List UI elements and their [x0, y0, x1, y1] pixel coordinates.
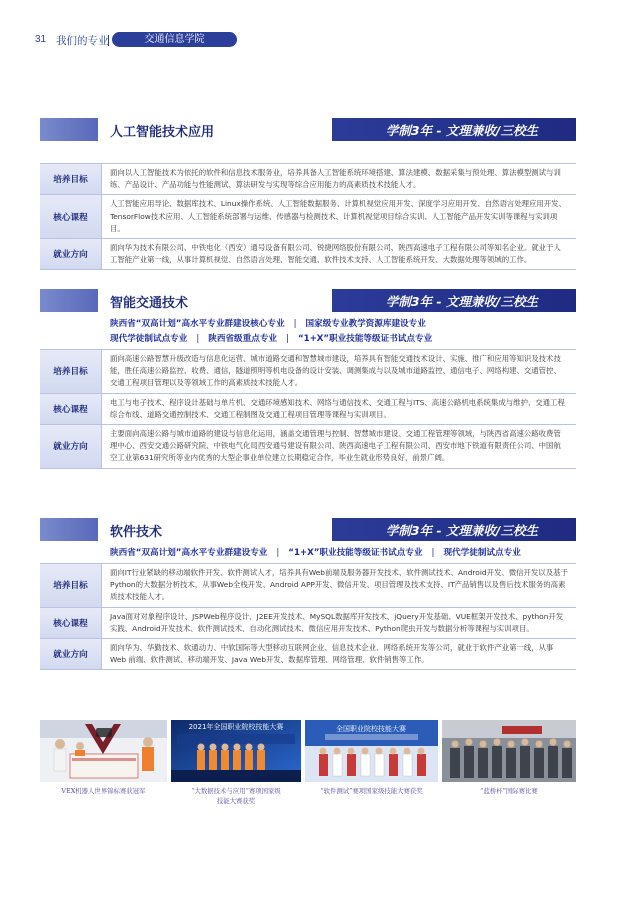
major-tag: 学制3年 - 文理兼收/三校生: [385, 294, 538, 309]
award-photo-bigdata: [171, 720, 301, 782]
row-text: 面向华为技术有限公司、中铁电化（西安）通号设备有限公司、锐捷网络股份有限公司、陕西高速电子工程有限公司等知名企业。就业于人工智能产业第一线，从事计算机视觉、自然语言处理、智能交通、软件技术支持、人工智能系统开发、大数据处理等领域的工作。: [110, 243, 561, 265]
major-table: [40, 349, 576, 469]
award-photo-lanqiao: [442, 720, 576, 782]
major-title: 软件技术: [110, 525, 163, 540]
photo-image: [171, 720, 301, 782]
major-title: 人工智能技术应用: [110, 125, 215, 140]
row-text: 人工智能应用导论、数据库技术、Linux操作系统、人工智能数据服务、计算机视觉应用开发、深度学习应用开发、自然语言处理应用开发、TensorFlow技术应用、人工智能系统部署与运维、传感器与检测技术、计算机视觉项目综合实训、人工智能产品开发实训等课程与实训项目。: [110, 199, 566, 233]
honor-badge: 现代学徒制试点专业: [443, 548, 521, 558]
major-tag: 学制3年 - 文理兼收/三校生: [385, 523, 538, 538]
row-text: 电工与电子技术、程序设计基础与单片机、交通环境感知技术、网络与通信技术、交通工程与ITS、高速公路机电系统集成与维护、交通工程综合布线、道路交通控制技术、交通工程制图及交通工程项目管理等课程与实训项目。: [110, 397, 565, 419]
award-photos: [40, 720, 576, 805]
photo-caption: “大数据技术与应用”赛项国家级 技能大赛获奖: [191, 787, 281, 805]
award-photo-testing: [305, 720, 438, 782]
honor-badge: “1+X”职业技能等级证书试点专业: [288, 548, 423, 558]
row-text: 面向华为、华勤技术、软通动力、中软国际等大型移动互联网企业、信息技术企业、网络系统开发等公司，就业于软件产业第一线，从事Web 前端、软件测试、移动端开发、Java Web开发、数据库管理、网络管理、软件销售等工作。: [110, 643, 554, 665]
major-header: [40, 289, 576, 312]
honor-badge: 现代学徒制试点专业: [110, 334, 188, 344]
major-table: [40, 163, 576, 270]
row-label: 就业方向: [40, 239, 102, 269]
row-text: 面向IT行业紧缺的移动端软件开发、软件测试人才，培养具有Web前端及服务器开发技术、软件测试技术、Android开发、微信开发以及基于 Python的大数据分析技术，从事Web全栈开发、Android APP开发、微信开发、项目管理及技术支持、IT产品销售以及售后技术服务的高素质技术技能人才。: [110, 568, 568, 602]
photo-banner: 全国职业院校技能大赛: [336, 725, 406, 733]
honor-badge: 陕西省“双高计划”高水平专业群建设核心专业: [110, 319, 285, 329]
page-number: 31: [35, 34, 47, 45]
row-text: 面向高速公路智慧升级改造与信息化运营、城市道路交通和智慧城市建设，培养具有智能交通技术设计、实施、推广和应用等知识及技术技能，胜任高速公路监控、收费、通信，隧道照明等机电设备的设计安装、调测集成与以及城市道路监控、通信电子、网络构建、交通管控、交通工程项目管理以及等领域工作的高素质技术技能人才。: [110, 354, 561, 388]
row-label: 培养目标: [40, 164, 102, 194]
row-text: Java面对对象程序设计、JSPWeb程序设计、J2EE开发技术、MySQL数据库开发技术、jQuery开发基础、VUE框架开发技术、python开发实践、Android开发技术、软件测试技术、自动化测试技术、微信应用开发技术、Python爬虫开发与数据分析等课程与实训项目。: [110, 611, 564, 633]
college-pill: 交通信息学院: [112, 32, 237, 47]
photo-image: [305, 720, 438, 782]
row-label: 就业方向: [40, 639, 102, 669]
table-row: [40, 195, 576, 239]
photo-image: [40, 720, 167, 782]
photo-image: [442, 720, 576, 782]
award-photo-vex: [40, 720, 167, 782]
header-divider: [108, 35, 109, 46]
photo-caption: “软件测试”赛项国家级技能大赛获奖: [320, 787, 423, 795]
major-header: [40, 118, 576, 141]
badge-line: 陕西省“双高计划”高水平专业群建设核心专业 | 国家级专业教学资源库建设专业: [110, 319, 426, 329]
row-label: 核心课程: [40, 608, 102, 638]
major-tag: 学制3年 - 文理兼收/三校生: [385, 123, 538, 138]
photo-banner: 2021年全国职业院校技能大赛: [188, 723, 284, 731]
photo-caption: VEX机器人世界锦标赛获冠军: [61, 787, 146, 795]
row-label: 核心课程: [40, 195, 102, 238]
table-row: [40, 639, 576, 670]
row-label: 核心课程: [40, 394, 102, 424]
major-section-its: [40, 289, 576, 469]
table-row: [40, 394, 576, 425]
table-row: [40, 163, 576, 195]
honor-badge: 陕西省级重点专业: [208, 334, 278, 344]
row-text: 面向以人工智能技术为依托的软件和信息技术服务业，培养具备人工智能系统环境搭建、算法建模、数据采集与预处理、算法模型测试与训练、产品设计、产品功能与性能测试、算法研发与实现等综合应用能力的高素质技术技能人才。: [110, 168, 561, 190]
badge-line: 现代学徒制试点专业 | 陕西省级重点专业 | “1+X”职业技能等级证书试点专业: [110, 334, 433, 344]
row-label: 就业方向: [40, 425, 102, 468]
page-header: [0, 32, 640, 50]
honor-badges: [40, 312, 576, 349]
honor-badge: 国家级专业教学资源库建设专业: [305, 319, 426, 329]
table-row: [40, 608, 576, 639]
row-label: 培养目标: [40, 564, 102, 607]
table-row: [40, 563, 576, 608]
honor-badge: “1+X”职业技能等级证书试点专业: [297, 334, 433, 344]
major-title: 智能交通技术: [110, 296, 189, 311]
row-text: 主要面向高速公路与城市道路的建设与信息化运用，涵盖交通管理与控制、智慧城市建设、交通工程管理等领域，与陕西省高速公路收费管理中心、西安交通公路研究院、中铁电气化局西安通号建设有限公司、陕西高速电子工程有限公司、西安市地下铁道有限责任公司、中国航空工业第631研究所等业内优秀的大型企事业单位建立长期稳定合作，毕业生就业形势良好，前景广阔。: [110, 429, 561, 463]
table-row: [40, 239, 576, 270]
row-label: 培养目标: [40, 350, 102, 393]
major-section-software: [40, 518, 576, 670]
table-row: [40, 349, 576, 394]
honor-badges: [40, 541, 576, 563]
major-header: [40, 518, 576, 541]
major-table: [40, 563, 576, 670]
table-row: [40, 425, 576, 469]
major-section-ai: [40, 118, 576, 270]
honor-badge: 陕西省“双高计划”高水平专业群建设专业: [110, 548, 268, 558]
badge-line: 陕西省“双高计划”高水平专业群建设专业 | “1+X”职业技能等级证书试点专业 | 现代学徒制试点专业: [110, 548, 521, 558]
section-name: 我们的专业: [56, 35, 109, 47]
photo-caption: “蓝桥杯”国际赛比赛: [480, 787, 538, 795]
